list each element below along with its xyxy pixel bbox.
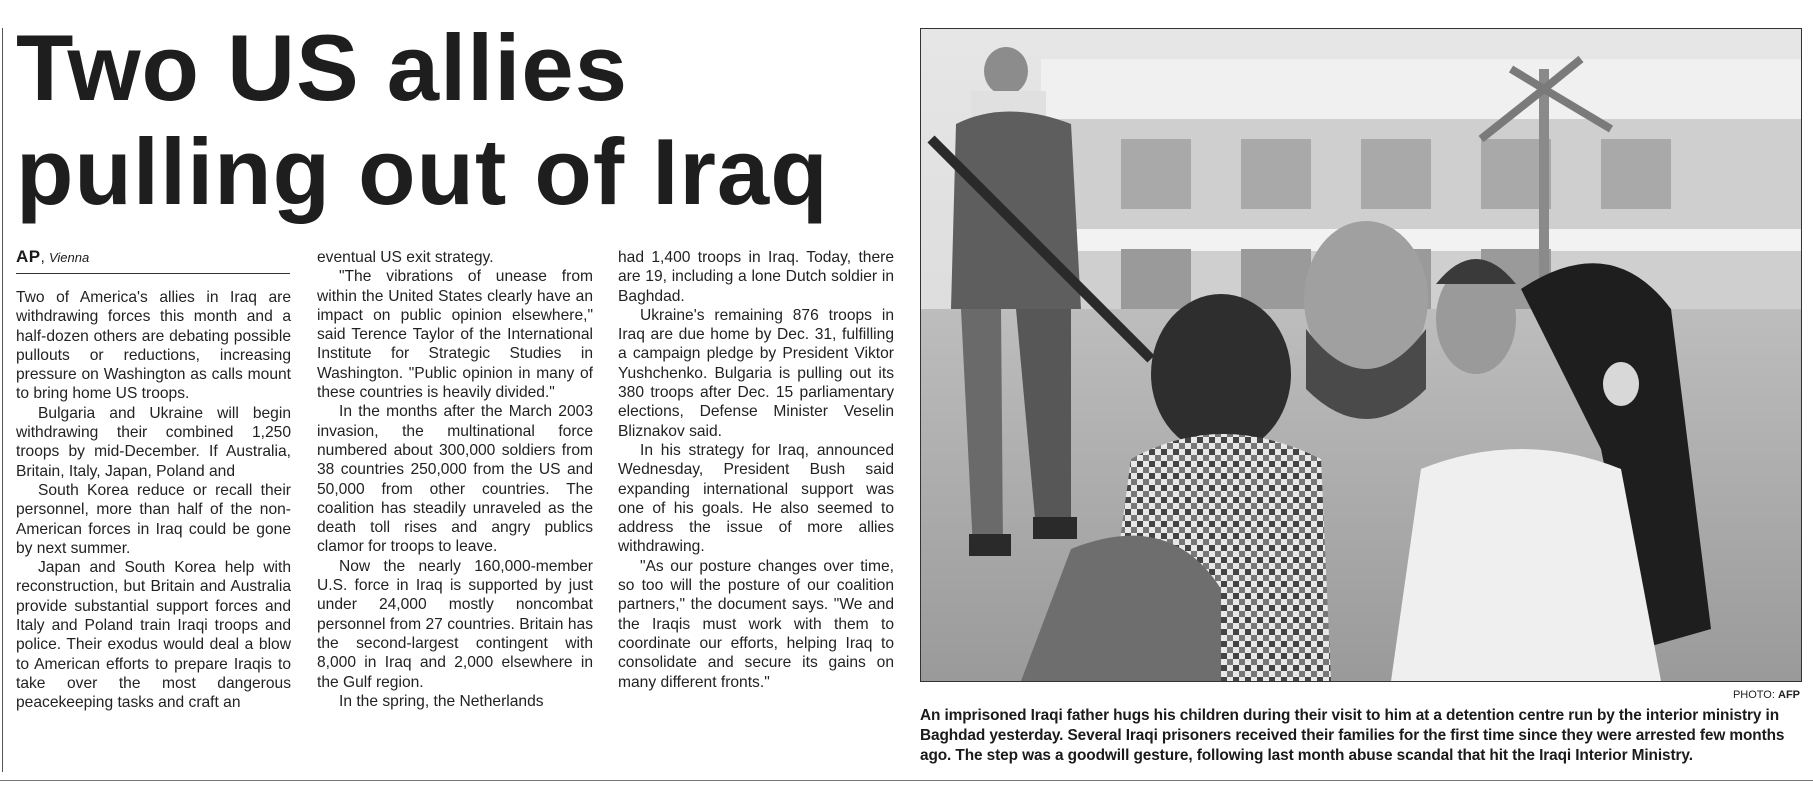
article-paragraph: In his strategy for Iraq, announced Wednesday, President Bush said expanding international support was one of his goals. He also seemed to address the issue of more allies withdrawing.: [618, 441, 894, 556]
bottom-rule: [0, 780, 1813, 781]
man-face: [1304, 221, 1428, 419]
article-paragraph: Japan and South Korea help with reconstruction, but Britain and Australia provide substantial support forces and Italy and Poland train Iraqi troops and police. Their exodus would deal a blow to American efforts to prepare Iraqis to take over the most dangerous peacekeeping tasks and craft an: [16, 559, 291, 712]
photo-caption: An imprisoned Iraqi father hugs his children during their visit to him at a detention centre run by the interior ministry in Baghdad yesterday. Several Iraqi prisoners received their families for the first time since they were arrested few months ago. The step was a goodwill gesture, following last month abuse scandal that hit the Iraqi Interior Ministry.: [920, 707, 1785, 764]
article-paragraph: Now the nearly 160,000-member U.S. force in Iraq is supported by just under 24,000 mostly noncombat personnel from 27 countries. Britain has the second-largest contingent with 8,000 in Iraq and 2,000 elsewhere in the Gulf region.: [317, 557, 593, 691]
left-column-rule: [2, 28, 3, 772]
background-man: [1436, 259, 1516, 374]
article-paragraph: In the months after the March 2003 invasion, the multinational force numbered about 300,000 soldiers from 38 countries 250,000 from the US and 50,000 from other countries. The coalition has steadily unraveled as the death toll rises and angry publics clamor for troops to leave.: [317, 403, 593, 556]
photo-illustration: [921, 29, 1801, 681]
photo-credit: [1600, 688, 1800, 702]
headline: Two US allies pulling out of Iraq: [16, 15, 829, 224]
byline-city: Vienna: [48, 250, 90, 265]
article-paragraph: "As our posture changes over time, so too will the posture of our coalition partners," the document says. "We and the Iraqis must work with them to coordinate our efforts, helping Iraq to consolidate and secure its gains on many different fronts.": [618, 557, 894, 691]
photo-credit-label: PHOTO:: [1732, 689, 1775, 701]
byline-agency: AP: [16, 247, 41, 266]
byline: [16, 247, 290, 274]
article-paragraph: Ukraine's remaining 876 troops in Iraq are due home by Dec. 31, fulfilling a campaign pledge by President Viktor Yushchenko. Bulgaria is pulling out its 380 troops after Dec. 15 parliamentary elections, Defense Minister Veselin Bliznakov said.: [618, 306, 894, 440]
article-column-1: [16, 288, 291, 713]
article-column-2: [317, 248, 593, 711]
article-column-3: [618, 248, 894, 692]
article-paragraph: South Korea reduce or recall their personnel, more than half of the non-American forces in Iraq could be gone by next summer.: [16, 481, 291, 557]
news-photo: [920, 28, 1802, 682]
article-paragraph: "The vibrations of unease from within the United States clearly have an impact on public opinion elsewhere," said Terence Taylor of the International Institute for Strategic Studies in Washington. "Public opinion in many of these countries is heavily divided.": [317, 268, 593, 402]
article-paragraph: Two of America's allies in Iraq are withdrawing forces this month and a half-dozen others are debating possible pullouts or reductions, increasing pressure on Washington as calls mount to bring home US troops.: [16, 289, 291, 403]
article-paragraph: eventual US exit strategy.: [317, 249, 494, 266]
photo-credit-source: AFP: [1778, 689, 1800, 701]
article-paragraph: Bulgaria and Ukraine will begin withdrawing their combined 1,250 troops by mid-December. If Australia, Britain, Italy, Japan, Poland and: [16, 404, 291, 480]
article-paragraph: had 1,400 troops in Iraq. Today, there are 19, including a lone Dutch soldier in Baghdad.: [618, 249, 894, 305]
article-paragraph: In the spring, the Netherlands: [339, 692, 544, 710]
byline-separator: ,: [40, 249, 49, 266]
